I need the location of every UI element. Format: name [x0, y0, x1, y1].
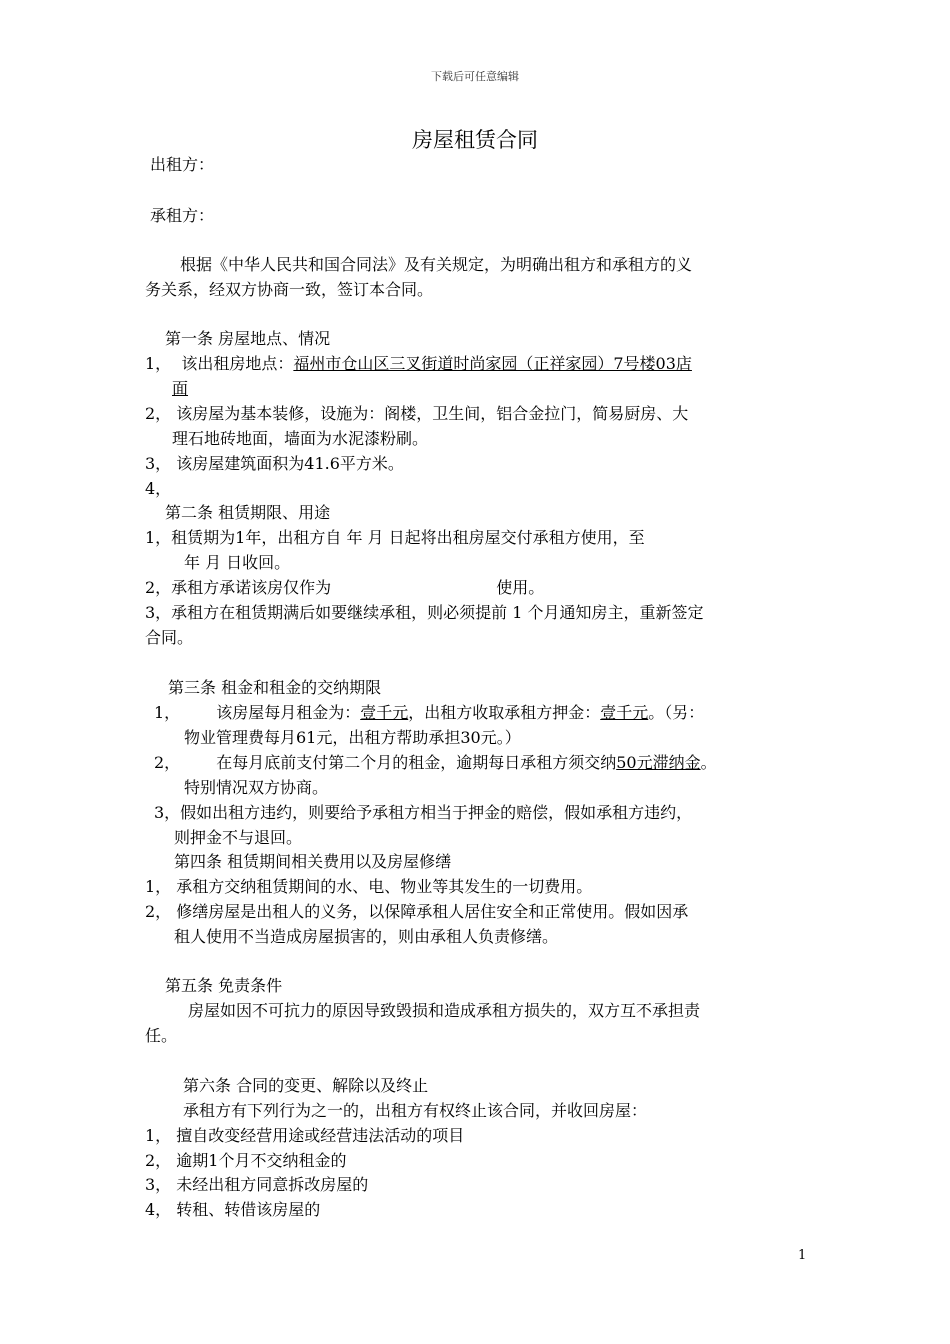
article-5-line-2: 任。 — [145, 1026, 178, 1045]
article-3-heading: 第三条 租金和租金的交纳期限 — [168, 678, 382, 697]
item-text-end: 。 — [700, 753, 717, 772]
item-text: 2，承租方承诺该房仅作为 — [145, 578, 332, 597]
late-fee: 50元滞纳金 — [616, 753, 701, 772]
article-1-item-3: 3， 该房屋建筑面积为41.6平方米。 — [145, 454, 404, 473]
article-2-item-2 — [145, 575, 544, 598]
item-number: 2， — [154, 753, 181, 772]
article-4-item-1: 1， 承租方交纳租赁期间的水、电、物业等其发生的一切费用。 — [145, 877, 593, 896]
monthly-rent: 壹千元 — [360, 703, 409, 722]
article-6-item-3: 3， 未经出租方同意拆改房屋的 — [145, 1175, 369, 1194]
article-2-heading: 第二条 租赁期限、用途 — [165, 503, 331, 522]
item-text: 该房屋每月租金为： — [216, 703, 361, 722]
article-2-item-1-line-1: 1，租赁期为1年，出租方自 年 月 日起将出租房屋交付承租方使用，至 — [145, 528, 645, 547]
article-4-item-2-line-2: 租人使用不当造成房屋损害的，则由承租人负责修缮。 — [174, 927, 559, 946]
article-3-item-3-line-1: 3，假如出租方违约，则要给予承租方相当于押金的赔偿，假如承租方违约， — [154, 803, 693, 822]
article-2-item-1-line-2: 年 月 日收回。 — [184, 553, 291, 572]
article-3-item-2-line-2: 特别情况双方协商。 — [184, 778, 329, 797]
article-3-item-2 — [154, 750, 717, 773]
article-1-item-2-line-1: 2， 该房屋为基本装修，设施为：阁楼，卫生间，铝合金拉门，简易厨房、大 — [145, 404, 689, 423]
article-2-item-3-line-1: 3，承租方在租赁期满后如要继续承租，则必须提前 1 个月通知房主，重新签定 — [145, 603, 704, 622]
article-1-heading: 第一条 房屋地点、情况 — [165, 329, 331, 348]
preamble-line-1: 根据《中华人民共和国合同法》及有关规定，为明确出租方和承租方的义 — [180, 255, 693, 274]
item-number: 1， — [145, 354, 172, 373]
property-address-cont: 面 — [172, 379, 189, 398]
article-3-item-3-line-2: 则押金不与退回。 — [174, 828, 303, 847]
article-6-intro: 承租方有下列行为之一的，出租方有权终止该合同，并收回房屋： — [183, 1101, 648, 1120]
document-title: 房屋租赁合同 — [412, 128, 538, 152]
article-3-item-1 — [154, 700, 704, 723]
article-6-item-4: 4， 转租、转借该房屋的 — [145, 1200, 321, 1219]
page-header: 下载后可任意编辑 — [431, 70, 519, 83]
article-6-item-2: 2， 逾期1个月不交纳租金的 — [145, 1151, 347, 1170]
lessee-label: 承租方： — [150, 206, 215, 225]
property-address: 福州市仓山区三叉街道时尚家园（正祥家园）7号楼03店 — [293, 354, 692, 373]
preamble-line-2: 务关系，经双方协商一致，签订本合同。 — [145, 280, 434, 299]
article-1-item-1 — [145, 351, 692, 374]
item-text-end: 。（另： — [648, 703, 705, 722]
article-5-heading: 第五条 免责条件 — [165, 976, 283, 995]
article-5-line-1: 房屋如因不可抗力的原因导致毁损和造成承租方损失的，双方互不承担责 — [188, 1001, 701, 1020]
article-4-heading: 第四条 租赁期间相关费用以及房屋修缮 — [174, 852, 452, 871]
item-text-mid: ，出租方收取承租方押金： — [408, 703, 601, 722]
deposit-amount: 壹千元 — [600, 703, 649, 722]
article-4-item-2-line-1: 2， 修缮房屋是出租人的义务，以保障承租人居住安全和正常使用。假如因承 — [145, 902, 689, 921]
item-text-end: 使用。 — [496, 578, 545, 597]
article-6-item-1: 1， 擅自改变经营用途或经营违法活动的项目 — [145, 1126, 465, 1145]
page-number: 1 — [798, 1248, 807, 1263]
article-2-item-3-line-2: 合同。 — [145, 628, 194, 647]
item-text: 该出租房地点： — [181, 354, 294, 373]
article-1-item-4: 4， — [145, 479, 172, 498]
article-1-item-2-line-2: 理石地砖地面，墙面为水泥漆粉刷。 — [172, 429, 429, 448]
lessor-label: 出租方： — [150, 155, 215, 174]
item-text: 在每月底前支付第二个月的租金，逾期每日承租方须交纳 — [216, 753, 617, 772]
item-number: 1， — [154, 703, 181, 722]
article-3-item-1-line-2: 物业管理费每月61元，出租方帮助承担30元。） — [184, 728, 521, 747]
article-6-heading: 第六条 合同的变更、解除以及终止 — [183, 1076, 429, 1095]
